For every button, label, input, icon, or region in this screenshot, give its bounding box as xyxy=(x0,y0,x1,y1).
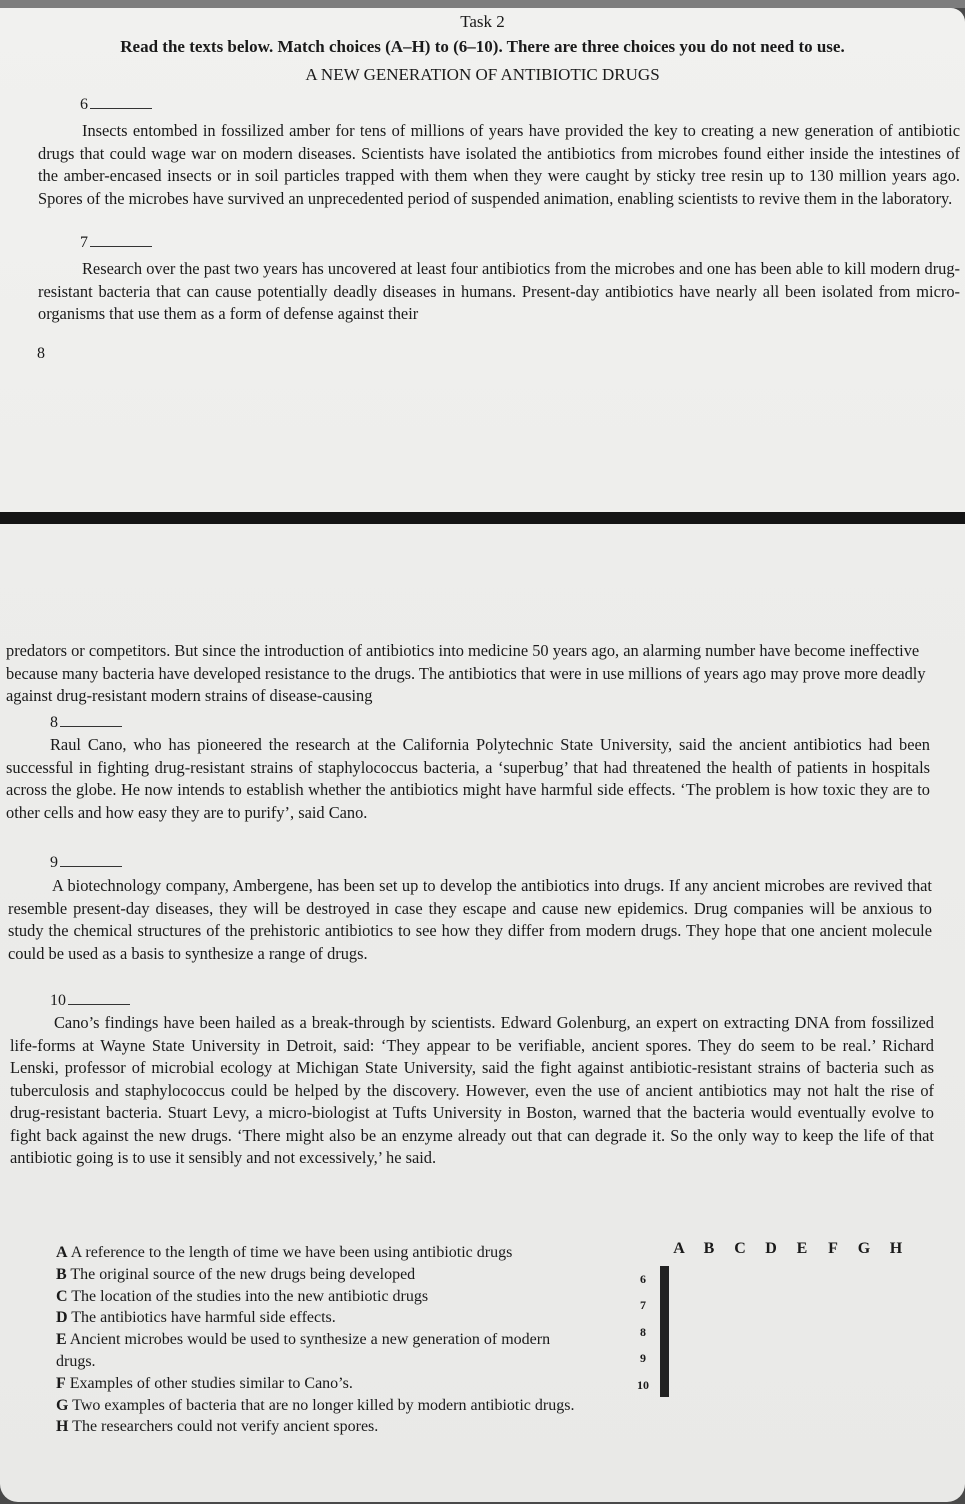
grid-row xyxy=(661,1319,669,1345)
grid-row xyxy=(661,1345,669,1371)
option-d: D The antibiotics have harmful side effects. xyxy=(56,1309,336,1327)
task-title: Task 2 xyxy=(460,12,505,31)
page-upper xyxy=(0,8,965,512)
grid-row-6: 6 xyxy=(640,1272,646,1286)
gap-7: 7 xyxy=(80,234,152,252)
paragraph-9: A biotechnology company, Ambergene, has been set up to develop the antibiotics into drugs. If any ancient microbes are revived that resemble present-day diseases, they will be destroyed in case they escape and cause new epidemics. Drug companies will be anxious to study the chemical structures of the prehistoric antibiotics to see how they differ from modern drugs. They hope that one ancient molecule could be used as a basis to synthesize a range of drugs. xyxy=(8,876,932,963)
grid-col-d: D xyxy=(765,1240,777,1257)
grid-cell[interactable] xyxy=(668,1293,669,1319)
instructions: Read the texts below. Match choices (A–H) to (6–10). There are three choices you do not need to use. xyxy=(120,37,845,56)
option-c: C The location of the studies into the new antibiotic drugs xyxy=(56,1287,429,1305)
option-b: B The original source of the new drugs being developed xyxy=(56,1265,416,1283)
grid-row-7: 7 xyxy=(640,1298,646,1312)
grid-col-f: F xyxy=(828,1240,838,1257)
options-list xyxy=(56,1242,586,1438)
grid-row-10: 10 xyxy=(637,1378,649,1392)
grid-cell[interactable] xyxy=(668,1267,669,1293)
grid-row-8: 8 xyxy=(640,1325,646,1339)
gap-9: 9 xyxy=(50,854,122,872)
grid-cell[interactable] xyxy=(668,1371,669,1397)
paragraph-7-bottom: predators or competitors. But since the introduction of antibiotics into medicine 50 years ago, an alarming number have become ineffective because many bacteria have developed resistance to the drugs. The antibiotics that were in use millions of years ago may prove more deadly against drug-resistant modern strains of disease-causing xyxy=(6,641,926,705)
grid-col-b: B xyxy=(703,1240,715,1257)
option-f: F Examples of other studies similar to Cano’s. xyxy=(56,1374,353,1392)
gap-6: 6 xyxy=(80,96,152,114)
grid-col-e: E xyxy=(796,1240,808,1257)
grid-row xyxy=(661,1371,669,1397)
gap-8-stray: 8 xyxy=(37,345,45,362)
top-edge xyxy=(0,0,965,8)
option-e: E Ancient microbes would be used to synthesize a new generation of modern drugs. xyxy=(56,1331,551,1370)
gap-10: 10 xyxy=(50,992,130,1010)
grid-col-g: G xyxy=(857,1240,871,1257)
option-a: A A reference to the length of time we have been using antibiotic drugs xyxy=(56,1244,513,1261)
grid-row xyxy=(661,1293,669,1319)
grid-cell[interactable] xyxy=(668,1319,669,1345)
option-h: H The researchers could not verify ancient spores. xyxy=(56,1418,379,1436)
grid-column-headers xyxy=(662,1240,922,1262)
paragraph-6: Insects entombed in fossilized amber for tens of millions of years have provided the key to creating a new generation of antibiotic drugs that could wage war on modern diseases. Scientists have isolated the antibiotics from microbes found either inside the intestines of the amber-encased insects or in soil particles trapped with them when they were caught by sticky tree resin up to 130 million years ago. Spores of the microbes have survived an unprecedented period of suspended animation, enabling scientists to revive them in the laboratory. xyxy=(38,121,960,208)
paragraph-7-top: Research over the past two years has uncovered at least four antibiotics from the microbes and one has been able to kill modern drug-resistant bacteria that can cause potentially deadly diseases in humans. Present-day antibiotics have nearly all been isolated from micro-organisms that use them as a form of defense against their xyxy=(38,259,960,323)
paragraph-10: Cano’s findings have been hailed as a break-through by scientists. Edward Golenburg, an expert on extracting DNA from fossilized life-forms at Wayne State University in Detroit, said: ‘They appear to be verifiable, ancient spores. They do seem to be real.’ Richard Lenski, professor of microbial ecology at Michigan State University, said the fight against antibiotic-resistant strains of bacteria such as tuberculosis and staphylococcus could be helped by the discovery. However, even the use of ancient antibiotics may not halt the rise of drug-resistant bacteria. Stuart Levy, a micro-biologist at Tufts University in Boston, warned that the bacteria would eventually evolve to fight back against the new drugs. ‘There might also be an enzyme already out that can degrade it. So the only way to keep the life of that antibiotic going is to use it sensibly and not excessively,’ he said. xyxy=(10,1013,934,1167)
grid-col-h: H xyxy=(889,1240,903,1257)
gap-8: 8 xyxy=(50,714,122,732)
grid-col-a: A xyxy=(673,1240,685,1257)
option-g: G Two examples of bacteria that are no longer killed by modern antibiotic drugs. xyxy=(56,1396,575,1414)
page-divider xyxy=(0,512,965,524)
article-title: A NEW GENERATION OF ANTIBIOTIC DRUGS xyxy=(305,65,660,84)
grid-row xyxy=(661,1267,669,1293)
grid-row-9: 9 xyxy=(640,1351,646,1365)
grid-col-c: C xyxy=(734,1240,746,1257)
grid-cells xyxy=(660,1266,669,1397)
paragraph-8: Raul Cano, who has pioneered the research at the California Polytechnic State University, said the ancient antibiotics had been successful in fighting drug-resistant strains of staphylococcus bacteria, a ‘superbug’ that had threatened the health of patients in hospitals across the globe. He now intends to establish whether the antibiotics might have harmful side effects. ‘The problem is how toxic they are to other cells and how easy they are to purify’, said Cano. xyxy=(6,735,930,822)
grid-cell[interactable] xyxy=(668,1345,669,1371)
